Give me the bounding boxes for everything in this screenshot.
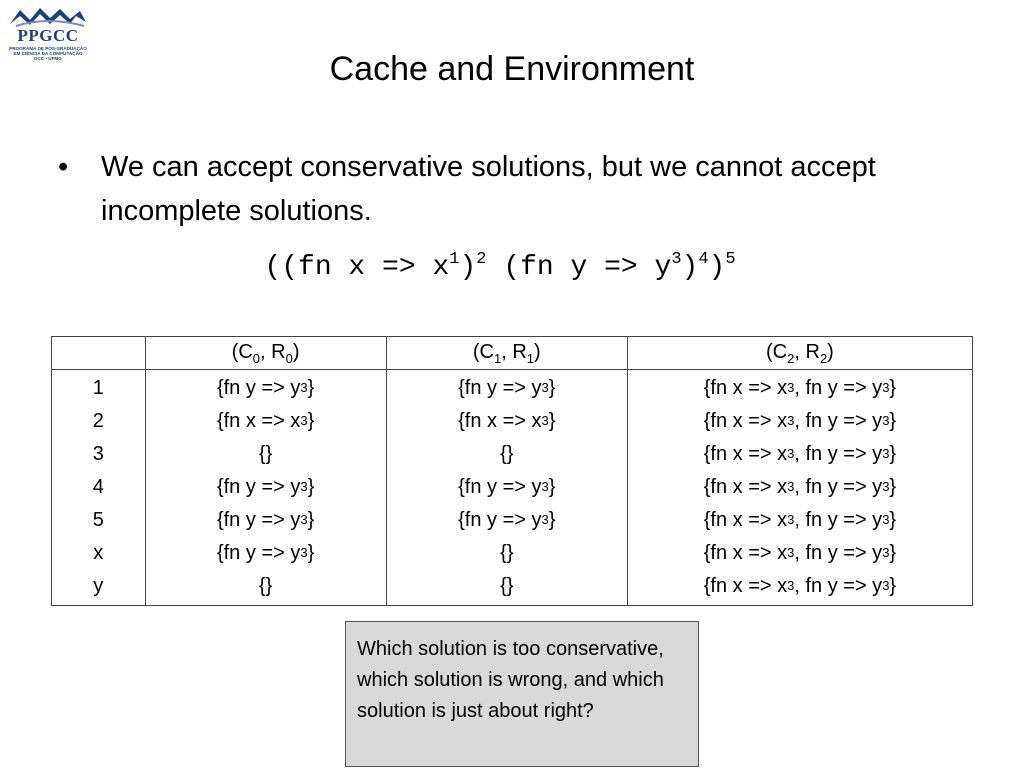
row-label: 4 — [92, 476, 104, 498]
cell-text: {} — [258, 443, 273, 465]
logo-subtitle-line-1: PROGRAMA DE PÓS-GRADUAÇÃO — [9, 46, 87, 51]
cell-sup: 3 — [882, 413, 890, 428]
cell-sup: 3 — [882, 512, 890, 527]
cell-sup: 3 — [300, 413, 308, 428]
expr-part: ((fn x => x — [264, 252, 450, 283]
table-cell — [628, 438, 972, 471]
cell-end: } — [307, 377, 315, 399]
cell-text: {} — [500, 575, 514, 597]
slide-title: Cache and Environment — [329, 50, 695, 88]
header-subscript: 1 — [526, 350, 535, 366]
table-cell — [146, 405, 386, 438]
cell-end: } — [307, 476, 315, 498]
table-cell — [146, 537, 386, 570]
labels-column — [52, 370, 146, 606]
expr-label: 4 — [698, 250, 709, 269]
cell-sup: 3 — [541, 479, 549, 494]
cell-text: {} — [258, 575, 273, 597]
table-cell — [387, 570, 627, 603]
cell-sup: 3 — [300, 545, 308, 560]
cell-sup: 3 — [787, 512, 795, 527]
header-solution-2: ($C_2$, $R_2$) — [627, 337, 972, 370]
cell-text: {fn y => y — [458, 509, 542, 531]
table-cell — [628, 405, 972, 438]
cell-text: , fn y => y — [794, 410, 883, 432]
expr-label: 5 — [725, 250, 736, 269]
table-cell — [628, 372, 972, 405]
table-cell — [387, 537, 627, 570]
row-label: 1 — [92, 377, 104, 399]
cell-text: , fn y => y — [794, 575, 883, 597]
table-cell — [628, 570, 972, 603]
header-letter: C — [238, 340, 253, 363]
table-cell — [146, 372, 386, 405]
cell-text: {fn x => x — [703, 509, 788, 531]
cell-text: {fn y => y — [216, 509, 301, 531]
table-cell — [146, 570, 386, 603]
cell-sup: 3 — [300, 479, 308, 494]
row-label: 5 — [92, 509, 104, 531]
solutions-table — [51, 336, 973, 606]
cell-text: {fn x => x — [458, 410, 542, 432]
cell-end: } — [307, 410, 315, 432]
cell-end: } — [307, 542, 315, 564]
table-cell — [387, 438, 627, 471]
expr-part: (fn y => y — [486, 252, 672, 283]
cell-text: , fn y => y — [794, 476, 883, 498]
bullet-dot-icon: • — [58, 151, 69, 183]
header-empty — [52, 337, 146, 370]
cell-sup: 3 — [882, 545, 890, 560]
expr-part: ) — [708, 252, 726, 283]
expr-label: 3 — [671, 250, 682, 269]
cell-text: {fn y => y — [216, 542, 301, 564]
cell-text: {fn x => x — [703, 575, 788, 597]
cell-sup: 3 — [787, 479, 795, 494]
cell-text: , fn y => y — [794, 443, 883, 465]
cell-sup: 3 — [787, 413, 795, 428]
expr-label: 2 — [476, 250, 487, 269]
table-cell — [387, 405, 627, 438]
cell-text: {fn x => x — [703, 542, 788, 564]
solution-0-column — [145, 370, 386, 606]
table-cell — [146, 438, 386, 471]
cell-sup: 3 — [300, 380, 308, 395]
table-cell — [387, 372, 627, 405]
row-label: x — [93, 542, 104, 564]
row-label: 2 — [92, 410, 104, 432]
header-solution-1: ($C_1$, $R_1$) — [386, 337, 627, 370]
expr-label: 1 — [449, 250, 460, 269]
header-letter: R — [512, 340, 527, 363]
logo-subtitle-line-2: EM CIÊNCIA DA COMPUTAÇÃO — [13, 51, 83, 56]
cell-text: , fn y => y — [794, 377, 883, 399]
cell-text: {fn x => x — [703, 377, 788, 399]
cell-sup: 3 — [541, 413, 549, 428]
header-letter: R — [805, 340, 820, 363]
cell-end: } — [307, 509, 315, 531]
cell-sup: 3 — [787, 446, 795, 461]
header-letter: R — [271, 340, 286, 363]
header-letter: C — [479, 340, 494, 363]
cell-text: {fn x => x — [703, 443, 788, 465]
cell-end: } — [889, 410, 897, 432]
cell-text: {fn y => y — [216, 377, 301, 399]
table-header-row — [52, 337, 973, 370]
cell-end: } — [889, 542, 897, 564]
expr-part: ) — [681, 252, 699, 283]
logo-subtitle-line-3: DCC • UFMG — [34, 56, 62, 61]
header-subscript: 1 — [493, 350, 502, 366]
cell-text: , fn y => y — [794, 542, 883, 564]
solution-1-column — [386, 370, 627, 606]
cell-end: } — [548, 410, 556, 432]
table-cell — [387, 504, 627, 537]
header-subscript: 0 — [252, 350, 261, 366]
table-cell — [628, 504, 972, 537]
header-letter: C — [772, 340, 788, 363]
cell-sup: 3 — [882, 578, 890, 593]
table-cell — [628, 471, 972, 504]
cell-sup: 3 — [541, 380, 549, 395]
bullet-text: We can accept conservative solutions, but we cannot accept incomplete solutions. — [101, 151, 876, 227]
cell-text: {fn x => x — [703, 410, 788, 432]
header-subscript: 0 — [285, 350, 293, 366]
header-solution-0: ($C_0$, $R_0$) — [145, 337, 386, 370]
expr-part: ) — [459, 252, 477, 283]
table-body-row — [52, 370, 973, 606]
cell-sup: 3 — [541, 512, 549, 527]
cell-end: } — [889, 575, 897, 597]
header-subscript: 2 — [819, 350, 828, 366]
row-label: 3 — [92, 443, 104, 465]
table-cell — [146, 471, 386, 504]
cell-end: } — [889, 443, 897, 465]
cell-sup: 3 — [882, 479, 890, 494]
table-cell — [387, 471, 627, 504]
cell-end: } — [548, 476, 556, 498]
solution-2-column — [627, 370, 972, 606]
cell-sup: 3 — [882, 446, 890, 461]
cell-text: {fn x => x — [216, 410, 301, 432]
cell-end: } — [889, 476, 897, 498]
logo-wordmark: PPGCC — [17, 26, 79, 45]
cell-text: {fn x => x — [703, 476, 788, 498]
cell-end: } — [889, 509, 897, 531]
cell-text: {} — [500, 542, 514, 564]
cell-text: {fn y => y — [216, 476, 301, 498]
cell-end: } — [889, 377, 897, 399]
cell-text: {fn y => y — [458, 377, 542, 399]
cell-sup: 3 — [787, 380, 795, 395]
table-cell — [146, 504, 386, 537]
header-subscript: 2 — [787, 350, 795, 366]
cell-text: {} — [500, 443, 514, 465]
lambda-expression — [0, 252, 1000, 283]
question-note-box: Which solution is too conservative, which solution is wrong, and which solution is just about right? — [345, 621, 699, 767]
table-cell — [628, 537, 972, 570]
row-label: y — [93, 575, 104, 597]
cell-sup: 3 — [300, 512, 308, 527]
cell-sup: 3 — [882, 380, 890, 395]
cell-end: } — [548, 509, 556, 531]
cell-text: , fn y => y — [794, 509, 883, 531]
cell-sup: 3 — [787, 545, 795, 560]
cell-text: {fn y => y — [458, 476, 542, 498]
cell-sup: 3 — [787, 578, 795, 593]
cell-end: } — [548, 377, 556, 399]
